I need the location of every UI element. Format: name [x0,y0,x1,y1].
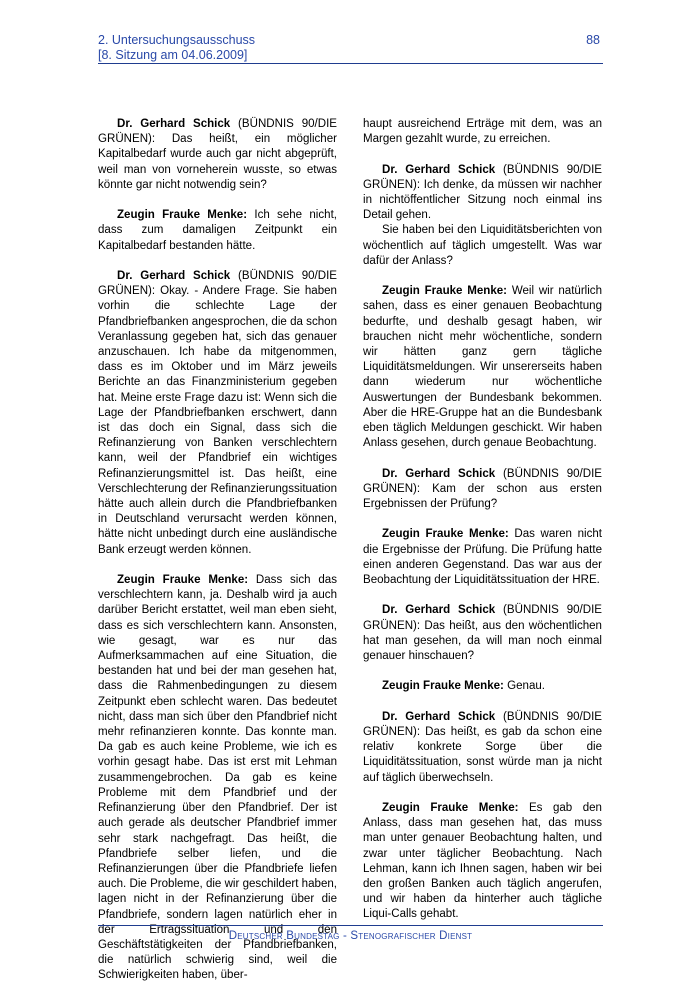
paragraph-text: haupt ausreichend Erträge mit dem, was an Margen gezahlt wurde, zu erreichen. [363,118,602,146]
session-info: [8. Sitzung am 04.06.2009] [98,48,248,62]
paragraph [363,467,602,513]
paragraph-text: Okay. - Andere Frage. Sie haben vorhin die schlechte Lage der Pfandbriefbanken angesprochen, die da schon Veranlassung gegeben hat, sich das genauer anzuschauen. Ich habe da mitgenommen, dass es im Oktober und im März jeweils Berichte an das Finanzministerium gegeben hat. Meine erste Frage dazu ist: Wenn sich die Lage der Pfandbriefbanken erschwert, dann ist das doch ein Signal, dass sich die Refinanzierung von Banken verschlechtern kann, weil der Pfandbrief ein wichtiges Refinanzierungsmittel ist. Das heißt, eine Verschlechterung der Refinanzierungssituation hätte auch allein durch die Pfandbriefbanken in Deutschland verursacht werden können, hätte nicht unbedingt durch eine ausländische Bank erzeugt werden können. [98,285,337,556]
speaker-name: Zeugin Frauke Menke: [117,574,249,587]
speaker-name: Zeugin Frauke Menke: [382,680,504,693]
left-column [98,117,337,984]
speaker-name: Dr. Gerhard Schick [117,118,231,130]
paragraph-text: Das heißt, es gab da schon eine relativ konkrete Sorge über die Liquiditätssituation, sonst würde man ja nicht auf täglich überwechseln. [363,726,602,784]
speaker-name: Dr. Gerhard Schick [382,163,496,176]
paragraph-text: Weil wir natürlich sahen, dass es einer genauen Beobachtung bedurfte, und deshalb gesagt haben, wir brauchen nicht mehr wöchentliche, sondern wir hätten ganz gern tägliche Liquiditätsmeldungen. Wir unsererseits haben dann wiederum nur wöchentliche Auswertungen der Bundesbank bekommen. Aber die HRE-Gruppe hat an die Bundesbank eben täglich Meldungen geschickt. Wir haben Anlass gesehen, durch genaue Beobachtung. [363,285,602,450]
paragraph-text: Ich denke, da müssen wir nachher in nichtöffentlicher Sitzung noch einmal ins Detail gehen. [363,178,602,222]
speaker-party: (BÜNDNIS 90/DIE GRÜNEN): [98,270,337,298]
paragraph-text: Kam der schon aus ersten Ergebnissen der Prüfung? [363,482,602,511]
speaker-name: Zeugin Frauke Menke: [117,209,248,222]
speaker-party: (BÜNDNIS 90/DIE GRÜNEN): [98,118,337,146]
speaker-name: Zeugin Frauke Menke: [382,285,508,298]
paragraph [363,603,602,664]
speaker-name: Dr. Gerhard Schick [382,467,496,480]
right-column [363,117,602,923]
speaker-party: (BÜNDNIS 90/DIE GRÜNEN): [363,604,602,632]
paragraph [363,679,602,694]
paragraph-text: Das heißt, aus den wöchentlichen hat man gesehen, da will man noch einmal genauer hinschauen? [363,619,602,663]
paragraph [363,284,602,451]
paragraph [363,223,602,269]
paragraph-text: Es gab den Anlass, dass man gesehen hat, das muss man unter genauer Beobachtung halten, und zwar unter täglicher Beobachtung. Nach Lehman, kann ich Ihnen sagen, haben wir bei den großen Banken auch täglich angerufen, und wir haben da hinterher auch tägliche Liqui-Calls gehabt. [363,802,602,921]
speaker-name: Zeugin Frauke Menke: [382,528,509,541]
page-number: 88 [586,33,600,47]
paragraph [363,527,602,588]
paragraph-text: Ich sehe nicht, dass zum damaligen Zeitpunkt ein Kapitalbedarf bestanden hätte. [98,209,337,252]
paragraph [98,269,337,558]
speaker-party: (BÜNDNIS 90/DIE GRÜNEN): [363,163,602,191]
paragraph [363,710,602,786]
paragraph-text: Genau. [503,680,546,693]
paragraph [363,163,602,224]
speaker-party: (BÜNDNIS 90/DIE GRÜNEN): [363,710,602,739]
speaker-name: Dr. Gerhard Schick [382,710,496,723]
paragraph [98,117,337,193]
speaker-name: Dr. Gerhard Schick [382,604,496,617]
speaker-party: (BÜNDNIS 90/DIE GRÜNEN): [363,467,602,495]
paragraph-text: Dass sich das verschlechtern kann, ja. Deshalb wird ja auch darüber Bericht erstattet, weil man eben sieht, dass es sich verschlechtern kann. Ansonsten, wie gesagt, war es nur das Aufmerksammachen auf eine Situation, die bestanden hat und bei der man gesehen hat, dass die Rahmenbedingungen zu diesem Zeitpunkt eben schlecht waren. Das bedeutet nicht, dass man sich über den Pfandbrief nicht mehr refinanzieren konnte. Das konnte man. Da gab es auch keine Probleme, wie ich es vorhin gesagt habe. Das ist erst mit Lehman zusammengebrochen. Da gab es keine Probleme mit dem Pfandbrief und der Refinanzierung über den Pfandbrief. Der ist auch gerade als deutscher Pfandbrief immer sehr stark nachgefragt. Das heißt, die Pfandbriefe selber liefen, und die Refinanzierungen über die Pfandbriefe liefen auch. Die Probleme, die wir geschildert haben, lagen nicht in der Refinanzierung über die Pfandbriefe, sondern lagen natürlich eher in der Ertragssituation und den Geschäftstätigkeiten der Pfandbriefbanken, die natürlich schwierig sind, weil die Schwierigkeiten haben, über- [98,574,337,982]
footer-text: Deutscher Bundestag - Stenografischer Dienst [228,930,473,942]
paragraph [98,208,337,254]
paragraph [98,573,337,983]
page-header [98,31,603,64]
paragraph-text: Das waren nicht die Ergebnisse der Prüfung. Die Prüfung hatte einen anderen Gegenstand. Das war aus der Beobachtung der Liquiditätssituation der HRE. [363,528,602,587]
paragraph-text: Sie haben bei den Liquiditätsberichten von wöchentlich auf täglich umgestellt. Was war dafür der Anlass? [363,224,602,267]
speaker-name: Dr. Gerhard Schick [117,270,231,282]
page-footer [98,925,603,944]
committee-title: 2. Untersuchungsausschuss [98,33,256,47]
paragraph [363,117,602,147]
paragraph [363,801,602,923]
speaker-name: Zeugin Frauke Menke: [382,802,519,815]
paragraph-text: Das heißt, ein möglicher Kapitalbedarf wurde auch gar nicht abgeprüft, weil man von vorneherein wusste, so etwas könnte gar nicht notwendig sein? [98,133,337,191]
